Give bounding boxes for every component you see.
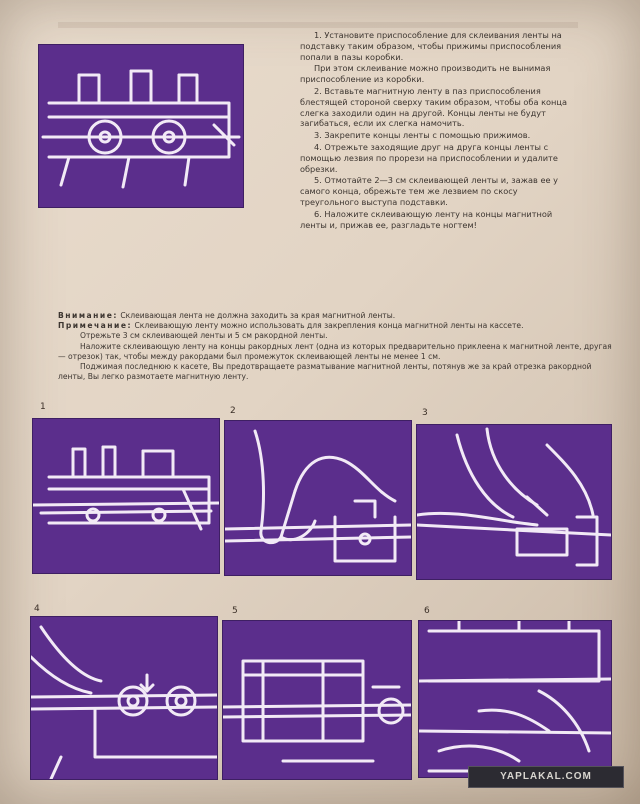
warning-label: Внимание: [58, 311, 118, 320]
instructions-block [300, 30, 578, 231]
instruction-2: 2. Вставьте магнитную ленту в паз приспособления блестящей стороной сверху таким образом, чтобы оба конца слегка заходили один на другой. Концы ленты не будут загибаться, если их слегка намочить. [300, 85, 567, 129]
notes-block [58, 311, 618, 382]
note-para-1: Отрежьте 3 см склеивающей ленты и 5 см ракордной ленты. [80, 331, 328, 341]
figure-number-1: 1 [40, 402, 46, 412]
figure-number-6: 6 [424, 606, 430, 616]
note-para-2: Наложите склеивающую ленту на концы ракордных лент (одна из которых предварительно приклеена к магнитной ленте, другая — отрезок) так, чтобы между ракордами был промежуток склеивающей ленты не менее 1 см. [58, 341, 612, 361]
figure-3-drawing [417, 425, 611, 579]
figure-5 [222, 620, 412, 780]
figure-2 [224, 420, 412, 576]
illustration-top [38, 44, 244, 208]
splicer-drawing [39, 45, 243, 207]
note-para-3: Поджимая последнюю к касете, Вы предотвращаете разматывание магнитной ленты, потянув же за край отрезка ракордной ленты, Вы легко размотаете магнитную ленту. [58, 362, 592, 382]
figure-1 [32, 418, 220, 574]
instruction-1: 1. Установите приспособление для склеивания ленты на подставку таким образом, чтобы прижимы приспособления попали в пазы коробки. [300, 30, 562, 62]
watermark-badge: YAPLAKAL.COM [468, 766, 624, 788]
figure-1-drawing [33, 419, 219, 573]
figure-6 [418, 620, 612, 778]
instruction-1-note: При этом склеивание можно производить не вынимая приспособление из коробки. [300, 63, 551, 85]
paper-fold-band [58, 22, 578, 28]
figure-2-drawing [225, 421, 411, 575]
remark-label: Примечание: [58, 321, 133, 331]
figure-number-4: 4 [34, 604, 40, 614]
remark-text: Склеивающую ленту можно использовать для закрепления конца магнитной ленты на кассете. [134, 321, 524, 331]
remark-line [58, 321, 618, 331]
instruction-3: 3. Закрепите концы ленты с помощью прижимов. [314, 130, 531, 141]
figure-number-2: 2 [230, 406, 236, 416]
warning-line [58, 311, 618, 321]
instruction-5: 5. Отмотайте 2—3 см склеивающей ленты и, зажав ее у самого конца, обрежьте тем же лезвием по скосу треугольного выступа подставки. [300, 175, 558, 207]
instruction-6: 6. Наложите склеивающую ленту на концы магнитной ленты и, прижав ее, разгладьте ногтем! [300, 208, 553, 230]
instruction-4: 4. Отрежьте заходящие друг на друга концы ленты с помощью лезвия по прорези на приспособлении и удалите обрезки. [300, 141, 558, 174]
figure-4-drawing [31, 617, 217, 779]
figure-6-drawing [419, 621, 611, 777]
figure-number-5: 5 [232, 606, 238, 616]
figure-5-drawing [223, 621, 411, 779]
figure-number-3: 3 [422, 408, 428, 418]
warning-text: Склеивающая лента не должна заходить за края магнитной ленты. [120, 311, 396, 320]
figure-4 [30, 616, 218, 780]
figure-3 [416, 424, 612, 580]
